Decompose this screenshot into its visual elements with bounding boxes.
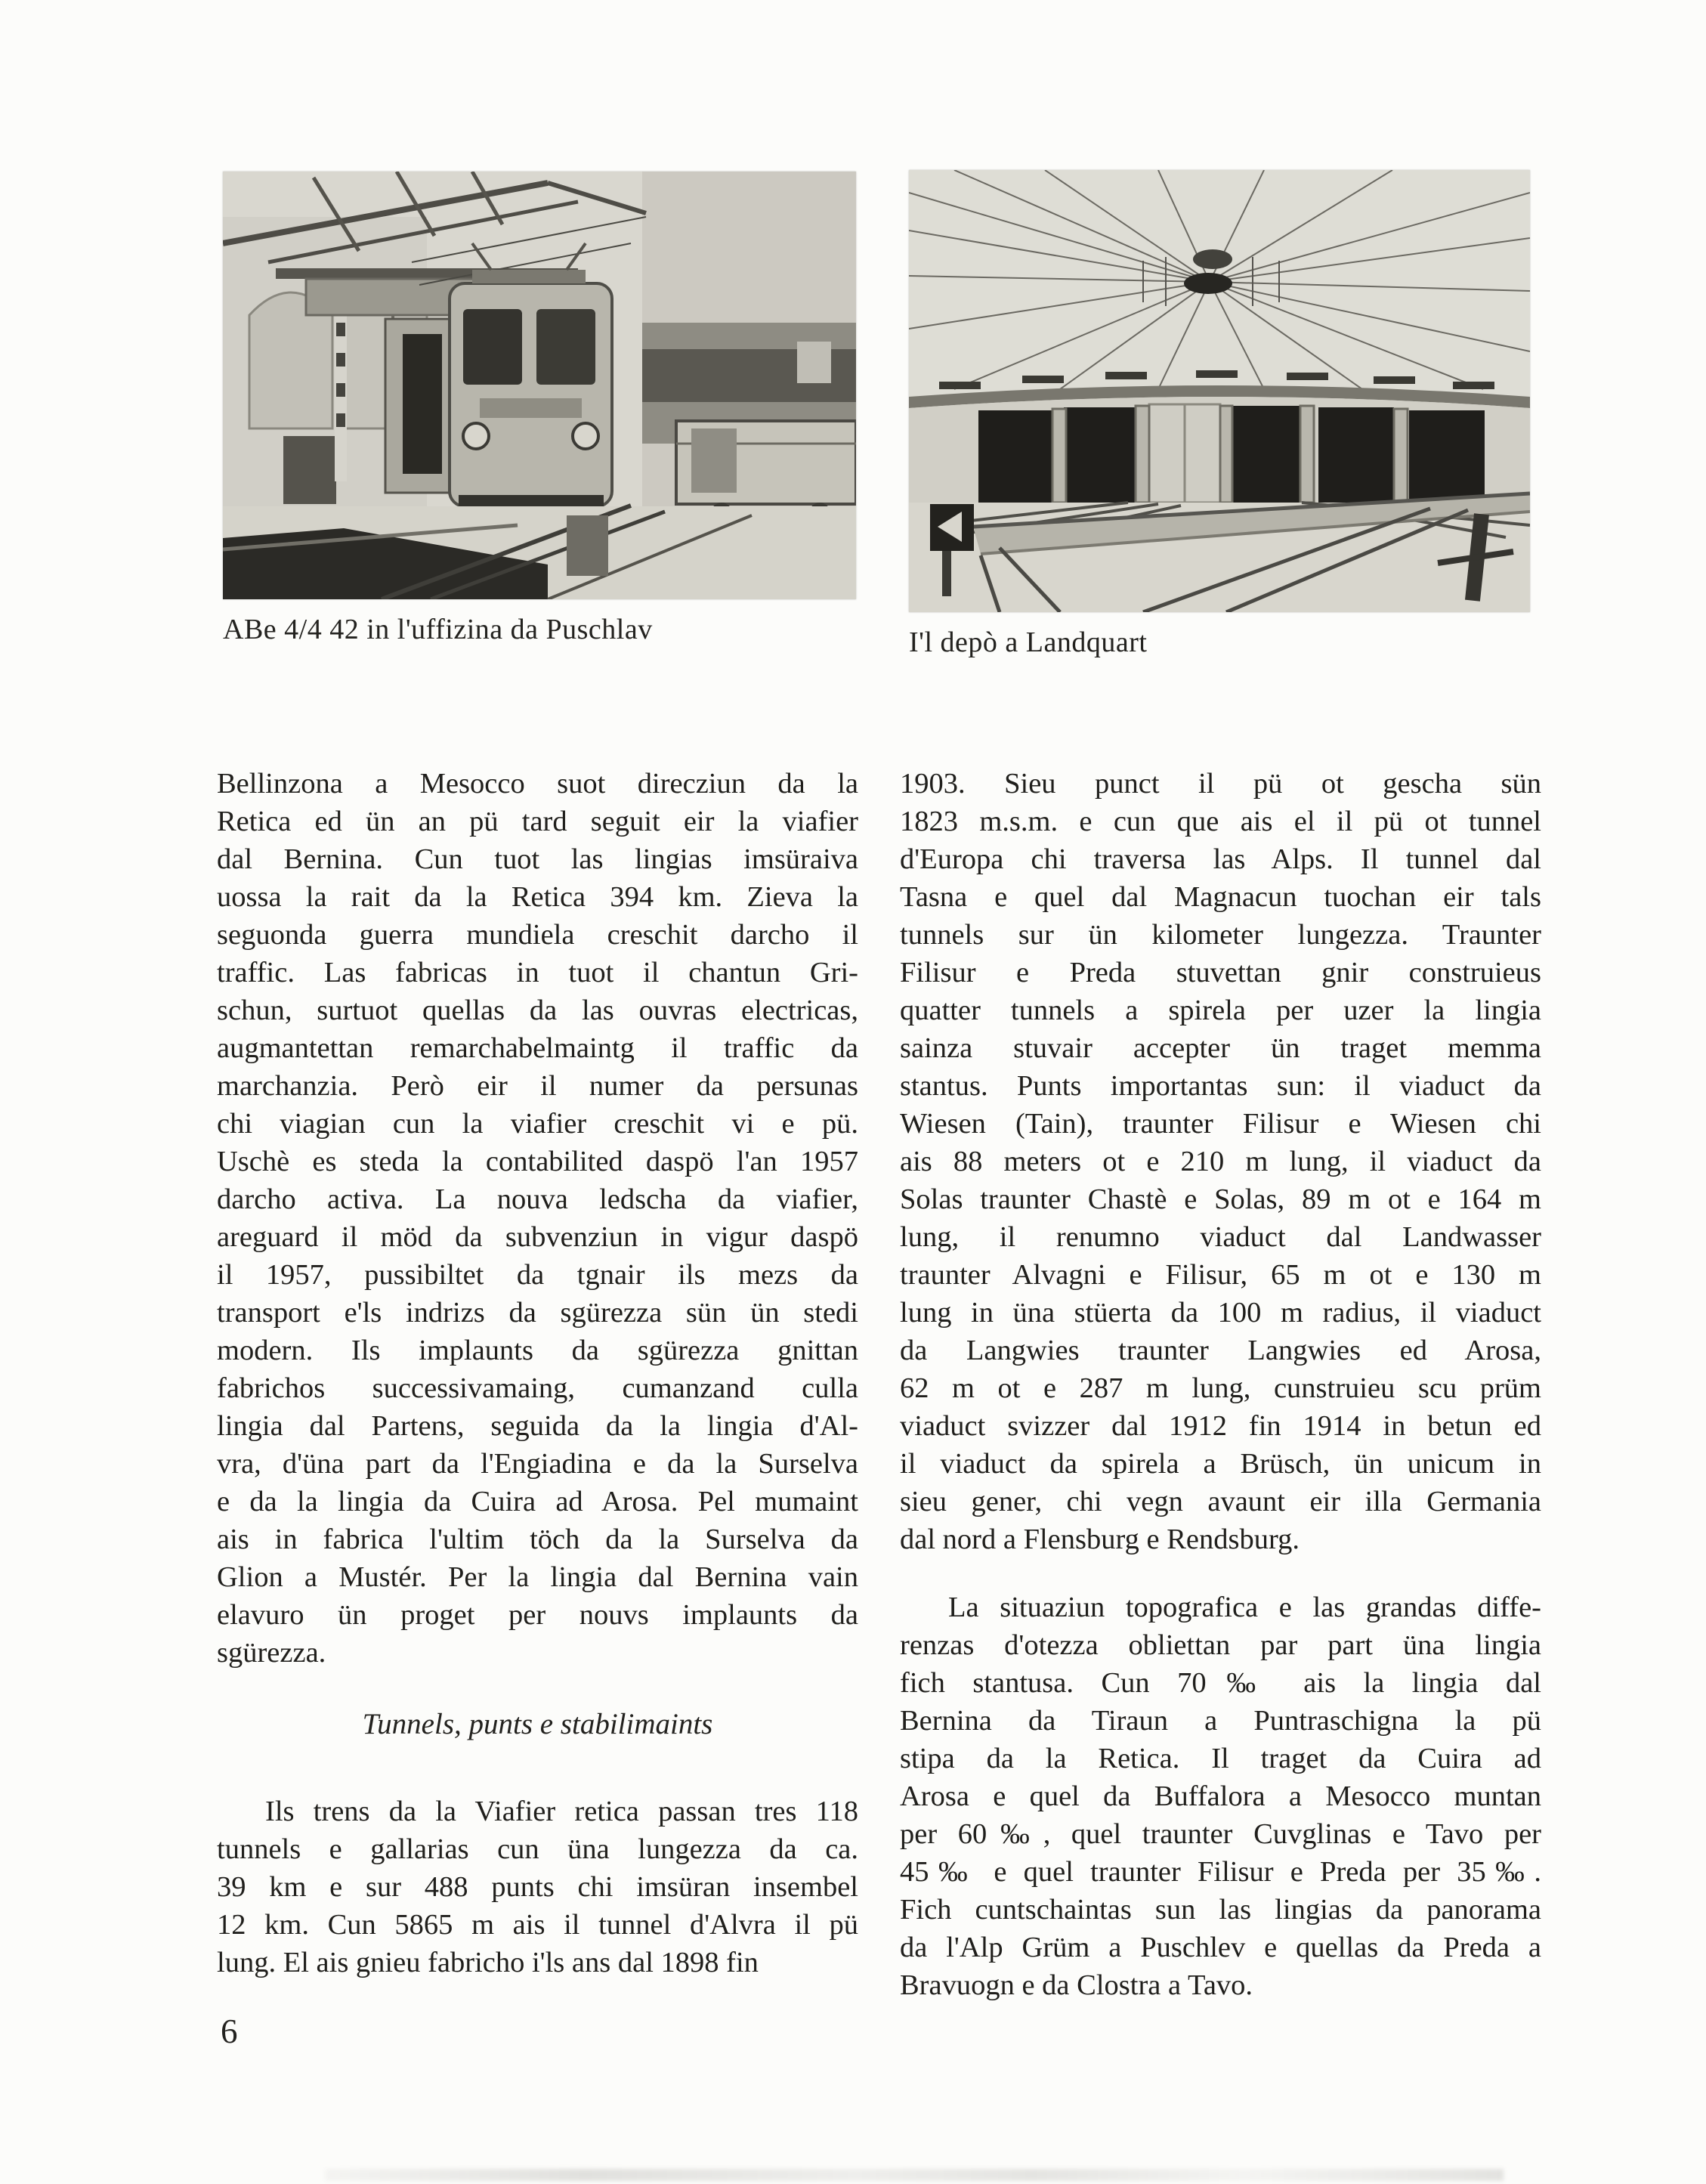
text-line: elavuro ün proget per nouvs implaunts da — [217, 1599, 858, 1631]
text-line: sieu gener, chi vegn avaunt eir illa Germania — [900, 1486, 1541, 1517]
text-line: Ils trens da la Viafier retica passan tres 118 — [265, 1796, 858, 1827]
paragraph-right-2 — [900, 1589, 1541, 2004]
text-line: stipa da la Retica. Il traget da Cuira ad — [900, 1743, 1541, 1774]
scan-artifact — [325, 2169, 1504, 2181]
text-line: lung in üna stüerta da 100 m radius, il viaduct — [900, 1297, 1541, 1329]
text-line: il 1957, pussibiltet da tgnair ils mezs da — [217, 1259, 858, 1291]
caption-depot: I'l depò a Landquart — [909, 626, 1148, 658]
text-line: darcho activa. La nouva ledscha da viafier, — [217, 1183, 858, 1215]
text-line: 62 m ot e 287 m lung, cunstruieu scu prüm — [900, 1372, 1541, 1404]
page-number: 6 — [221, 2012, 238, 2050]
text-line: d'Europa chi traversa las Alps. Il tunnel dal — [900, 843, 1541, 875]
text-line: tunnels sur ün kilometer lungezza. Traunter — [900, 919, 1541, 951]
text-line: vra, d'üna part da l'Engiadina e da la Surselva — [217, 1448, 858, 1480]
text-line: sainza stuvair accepter ün traget memma — [900, 1032, 1541, 1064]
text-line: Glion a Mustér. Per la lingia dal Bernina vain — [217, 1561, 858, 1593]
text-line: Bellinzona a Mesocco suot direcziun da la — [217, 768, 858, 800]
text-line: ais 88 meters ot e 210 m lung, il viaduct da — [900, 1146, 1541, 1177]
text-line: quatter tunnels a spirela per uzer la lingia — [900, 995, 1541, 1026]
text-line: per 60‰, quel traunter Cuvglinas e Tavo per — [900, 1818, 1541, 1850]
caption-workshop: ABe 4/4 42 in l'uffizina da Puschlav — [223, 614, 653, 645]
text-line: Uschè es steda la contabilited daspö l'an 1957 — [217, 1146, 858, 1177]
text-line: augmantettan remarchabelmaintg il traffic da — [217, 1032, 858, 1064]
text-line: areguard il möd da subvenziun in vigur daspö — [217, 1221, 858, 1253]
text-line: 45‰ e quel traunter Filisur e Preda per 35‰. — [900, 1856, 1541, 1888]
text-line: sgürezza. — [217, 1637, 326, 1669]
text-line: lingia dal Partens, seguida da la lingia d'Al- — [217, 1410, 858, 1442]
text-line: dal nord a Flensburg e Rendsburg. — [900, 1524, 1300, 1555]
text-line: lung. El ais gnieu fabricho i'ls ans dal 1898 fin — [217, 1947, 759, 1978]
paragraph-left-2 — [217, 1793, 858, 1981]
text-line: tunnels e gallarias cun üna lungezza da ca. — [217, 1833, 858, 1865]
text-line: seguonda guerra mundiela creschit darcho il — [217, 919, 858, 951]
paragraph-left-1 — [217, 765, 858, 1672]
text-line: lung, il renumno viaduct dal Landwasser — [900, 1221, 1541, 1253]
photo-workshop — [223, 172, 856, 599]
figure-depot — [909, 170, 1530, 660]
text-line: Bravuogn e da Clostra a Tavo. — [900, 1969, 1253, 2001]
text-line: 1823 m.s.m. e cun que ais el il pü ot tunnel — [900, 806, 1541, 837]
text-column-right — [900, 765, 1541, 2004]
text-line: da l'Alp Grüm a Puschlev e quellas da Preda a — [900, 1932, 1541, 1963]
text-line: fich stantusa. Cun 70‰ ais la lingia dal — [900, 1667, 1541, 1699]
text-line: dal Bernina. Cun tuot las lingias imsüraiva — [217, 843, 858, 875]
text-line: schun, surtuot quellas da las ouvras electricas, — [217, 995, 858, 1026]
text-line: uossa la rait da la Retica 394 km. Zieva la — [217, 881, 858, 913]
text-line: Arosa e quel da Buffalora a Mesocco muntan — [900, 1780, 1541, 1812]
text-line: viaduct svizzer dal 1912 fin 1914 in betun ed — [900, 1410, 1541, 1442]
section-heading: Tunnels, punts e stabilimaints — [362, 1708, 713, 1740]
text-line: traunter Alvagni e Filisur, 65 m ot e 130 m — [900, 1259, 1541, 1291]
text-line: traffic. Las fabricas in tuot il chantun Gri- — [217, 957, 858, 988]
text-line: ais in fabrica l'ultim töch da la Surselva da — [217, 1524, 858, 1555]
text-line: renzas d'otezza obliettan par part üna lingia — [900, 1629, 1541, 1661]
text-line: marchanzia. Però eir il numer da persunas — [217, 1070, 858, 1102]
text-line: il viaduct da spirela a Brüsch, ün unicum in — [900, 1448, 1541, 1480]
text-column-left — [217, 765, 858, 1981]
paragraph-right-1 — [900, 765, 1541, 1558]
text-line: Solas traunter Chastè e Solas, 89 m ot e 164 m — [900, 1183, 1541, 1215]
text-line: La situaziun topografica e las grandas diffe- — [948, 1592, 1541, 1623]
text-line: Filisur e Preda stuvettan gnir construieus — [900, 957, 1541, 988]
text-line: Fich cuntschaintas sun las lingias da panorama — [900, 1894, 1541, 1926]
text-line: Tasna e quel dal Magnacun tuochan eir tals — [900, 881, 1541, 913]
depot-photo-illustration — [909, 170, 1530, 612]
text-line: da Langwies traunter Langwies ed Arosa, — [900, 1335, 1541, 1366]
text-line: Bernina da Tiraun a Puntraschigna la pü — [900, 1705, 1541, 1737]
workshop-photo-illustration — [223, 172, 856, 599]
figure-workshop — [223, 172, 856, 647]
text-line: modern. Ils implaunts da sgürezza gnittan — [217, 1335, 858, 1366]
text-line: 39 km e sur 488 punts chi imsüran insembel — [217, 1871, 858, 1903]
text-line: Retica ed ün an pü tard seguit eir la viafier — [217, 806, 858, 837]
text-line: fabrichos successivamaing, cumanzand culla — [217, 1372, 858, 1404]
text-line: e da la lingia da Cuira ad Arosa. Pel mumaint — [217, 1486, 858, 1517]
text-line: chi viagian cun la viafier creschit vi e pü. — [217, 1108, 858, 1140]
text-line: 12 km. Cun 5865 m ais il tunnel d'Alvra il pü — [217, 1909, 858, 1941]
text-line: Wiesen (Tain), traunter Filisur e Wiesen chi — [900, 1108, 1541, 1140]
text-line: stantus. Punts importantas sun: il viaduct da — [900, 1070, 1541, 1102]
photo-depot — [909, 170, 1530, 612]
text-line: 1903. Sieu punct il pü ot gescha sün — [900, 768, 1541, 800]
text-line: transport e'ls indrizs da sgürezza sün ün stedi — [217, 1297, 858, 1329]
